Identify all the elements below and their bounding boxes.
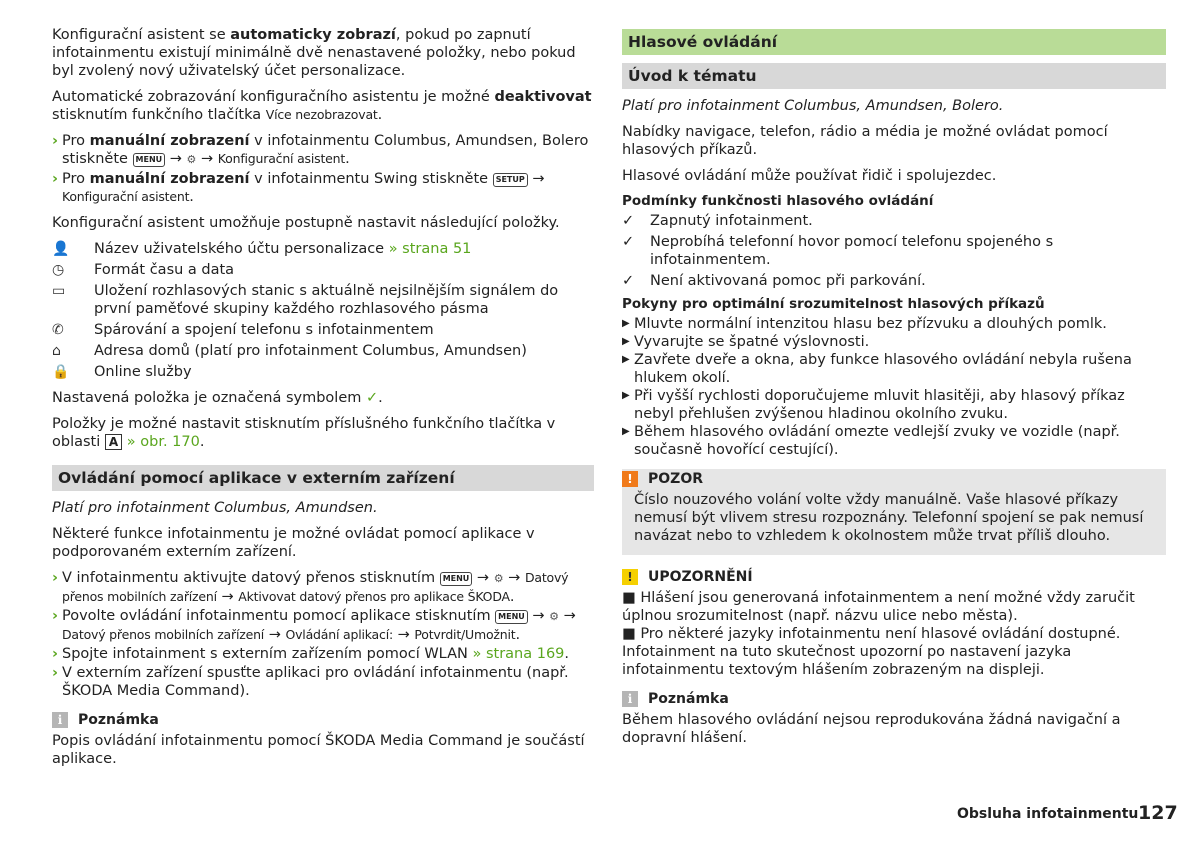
function-key-paragraph: Položky je možné nastavit stisknutím příslušného funkčního tlačítka v oblasti A » obr. 170. [52, 416, 556, 450]
check-icon: ✓ [622, 234, 635, 250]
page-link[interactable]: » strana 51 [388, 241, 472, 257]
bullet-icon: ▶ [622, 390, 630, 401]
notice-item: ■ Hlášení jsou generovaná infotainmentem a není možné vždy zaručit úplnou srozumitelnost (např. názvu ulice nebo města). [622, 590, 1135, 624]
voice-users: Hlasové ovládání může používat řidič i spolujezdec. [622, 168, 997, 184]
settings-icon: ⚙ [186, 153, 197, 166]
list-item: ▶ Vyvarujte se špatné výslovnosti. [622, 334, 870, 350]
voice-intro: Nabídky navigace, telefon, rádio a média je možné ovládat pomocí hlasových příkazů. [622, 124, 1108, 158]
menu-key-icon: MENU [133, 153, 166, 167]
person-icon: 👤 [52, 241, 70, 257]
footer-chapter-title: Obsluha infotainmentu [957, 806, 1139, 822]
list-item: ▶ Během hlasového ovládání omezte vedlejší zvuky ve vozidle (např. současně hovořící cestující). [622, 424, 1120, 458]
list-item: ✓ Zapnutý infotainment. [622, 213, 813, 229]
list-item: ▶ Zavřete dveře a okna, aby funkce hlasového ovládání nebyla rušena hlukem okolí. [622, 352, 1132, 386]
menu-key-icon: MENU [495, 610, 528, 624]
list-item: ⌂ Adresa domů (platí pro infotainment Columbus, Amundsen) [52, 343, 527, 359]
conditions-heading: Podmínky funkčnosti hlasového ovládání [622, 193, 934, 209]
bullet-icon: ▶ [622, 336, 630, 347]
note-text: Během hlasového ovládání nejsou reprodukována žádná navigační a dopravní hlášení. [622, 712, 1121, 746]
checkmark-paragraph: Nastavená položka je označená symbolem ✓. [52, 390, 383, 406]
phone-icon: ✆ [52, 322, 64, 338]
check-icon: ✓ [622, 213, 635, 229]
check-icon: ✓ [365, 390, 379, 406]
step-manual-columbus: › Pro manuální zobrazení v infotainmentu Columbus, Amundsen, Bolero stiskněte MENU → ⚙ → Konfigurační asistent. [52, 133, 589, 167]
note-heading: i Poznámka [622, 691, 1166, 707]
step-manual-swing: › Pro manuální zobrazení v infotainmentu Swing stiskněte SETUP → Konfigurační asistent. [52, 171, 545, 205]
radio-icon: ▭ [52, 283, 66, 299]
clock-calendar-icon: ◷ [52, 262, 65, 278]
setup-key-icon: SETUP [493, 173, 528, 187]
section-heading-app-control: Ovládání pomocí aplikace v externím zařízení [52, 465, 594, 491]
step-allow-app: › Povolte ovládání infotainmentu pomocí aplikace stisknutím MENU → ⚙ → Datový přenos mobilních zařízení → Ovládání aplikací: → Potvrdit/Umožnit. [52, 608, 576, 643]
info-icon: i [52, 712, 68, 728]
green-arrow-icon: › [52, 570, 58, 586]
green-arrow-icon: › [52, 608, 58, 624]
step-activate-data: › V infotainmentu aktivujte datový přenos stisknutím MENU → ⚙ → Datový přenos mobilních zařízení → Aktivovat datový přenos pro aplikace ŠKODA. [52, 570, 569, 605]
notice-item: ■ Pro některé jazyky infotainmentu není hlasové ovládání dostupné. Infotainment na tuto skutečnost upozorní po nastavení jazyka infotainmentu textovým hlášením zobrazeným na displeji. [622, 626, 1121, 678]
page-number: 127 [1138, 802, 1178, 824]
list-item: ▭ Uložení rozhlasových stanic s aktuálně nejsilnějším signálem do první paměťové skupiny každého rozhlasového pásma [52, 283, 559, 317]
green-arrow-icon: › [52, 646, 58, 662]
app-intro: Některé funkce infotainmentu je možné ovládat pomocí aplikace v podporovaném externím zařízení. [52, 526, 535, 560]
list-item: ▶ Při vyšší rychlosti doporučujeme mluvit hlasitěji, aby hlasový příkaz nebyl přehlušen zvýšenou hladinou okolního zvuku. [622, 388, 1125, 422]
warning-box [622, 469, 1166, 555]
lock-icon: 🔒 [52, 364, 70, 380]
home-location-icon: ⌂ [52, 343, 61, 359]
bullet-icon: ▶ [622, 318, 630, 329]
list-item: 👤 Název uživatelského účtu personalizace » strana 51 [52, 241, 472, 257]
menu-key-icon: MENU [440, 572, 473, 586]
subsection-heading-intro: Úvod k tématu [622, 63, 1166, 89]
check-icon: ✓ [622, 273, 635, 289]
note-heading: i Poznámka [52, 712, 594, 728]
warning-heading: ! POZOR [622, 469, 1156, 487]
settings-icon: ⚙ [549, 610, 560, 623]
notice-heading: ! UPOZORNĚNÍ [622, 569, 1166, 585]
info-icon: i [622, 691, 638, 707]
bullet-icon: ▶ [622, 354, 630, 365]
step-connect-wlan: › Spojte infotainment s externím zařízením pomocí WLAN » strana 169. [52, 646, 570, 662]
page-link[interactable]: » strana 169 [472, 646, 565, 662]
notice-icon: ! [622, 569, 638, 585]
left-column [52, 26, 594, 776]
step-launch-app: › V externím zařízení spusťte aplikaci pro ovládání infotainmentu (např. ŠKODA Media Command). [52, 665, 569, 699]
section-heading-voice: Hlasové ovládání [622, 29, 1166, 55]
applies-to: Platí pro infotainment Columbus, Amundsen. [52, 500, 378, 516]
list-item: ✆ Spárování a spojení telefonu s infotainmentem [52, 322, 434, 338]
list-item: ✓ Není aktivovaná pomoc při parkování. [622, 273, 926, 289]
green-arrow-icon: › [52, 133, 58, 149]
green-arrow-icon: › [52, 665, 58, 681]
bullet-icon: ▶ [622, 426, 630, 437]
warning-text: Číslo nouzového volání volte vždy manuálně. Vaše hlasové příkazy nemusí být vlivem stresu rozpoznány. Telefonní spojení se pak nemusí navázat nebo to vzhledem k okolnostem může trvat příliš dlouho. [634, 492, 1144, 544]
warning-icon: ! [622, 471, 638, 487]
list-item: ▶ Mluvte normální intenzitou hlasu bez přízvuku a dlouhých pomlk. [622, 316, 1107, 332]
tips-heading: Pokyny pro optimální srozumitelnost hlasových příkazů [622, 296, 1045, 312]
deactivate-paragraph: Automatické zobrazování konfiguračního asistentu je možné deaktivovat stisknutím funkčního tlačítka Více nezobrazovat. [52, 89, 592, 123]
list-item: ◷ Formát času a data [52, 262, 235, 278]
items-intro: Konfigurační asistent umožňuje postupně nastavit následující položky. [52, 215, 560, 231]
green-arrow-icon: › [52, 171, 58, 187]
figure-link[interactable]: » obr. 170 [122, 434, 200, 450]
right-column [622, 29, 1166, 755]
settings-icon: ⚙ [493, 572, 504, 585]
list-item: ✓ Neprobíhá telefonní hovor pomocí telefonu spojeného s infotainmentem. [622, 234, 1054, 268]
intro-paragraph: Konfigurační asistent se automaticky zobrazí, pokud po zapnutí infotainmentu existují minimálně dvě nenastavené položky, nebo pokud byl zvolený nový uživatelský účet personalizace. [52, 27, 576, 79]
note-text: Popis ovládání infotainmentu pomocí ŠKODA Media Command je součástí aplikace. [52, 733, 585, 767]
applies-to: Platí pro infotainment Columbus, Amundsen, Bolero. [622, 98, 1004, 114]
list-item: 🔒 Online služby [52, 364, 192, 380]
area-a-label: A [105, 434, 122, 450]
